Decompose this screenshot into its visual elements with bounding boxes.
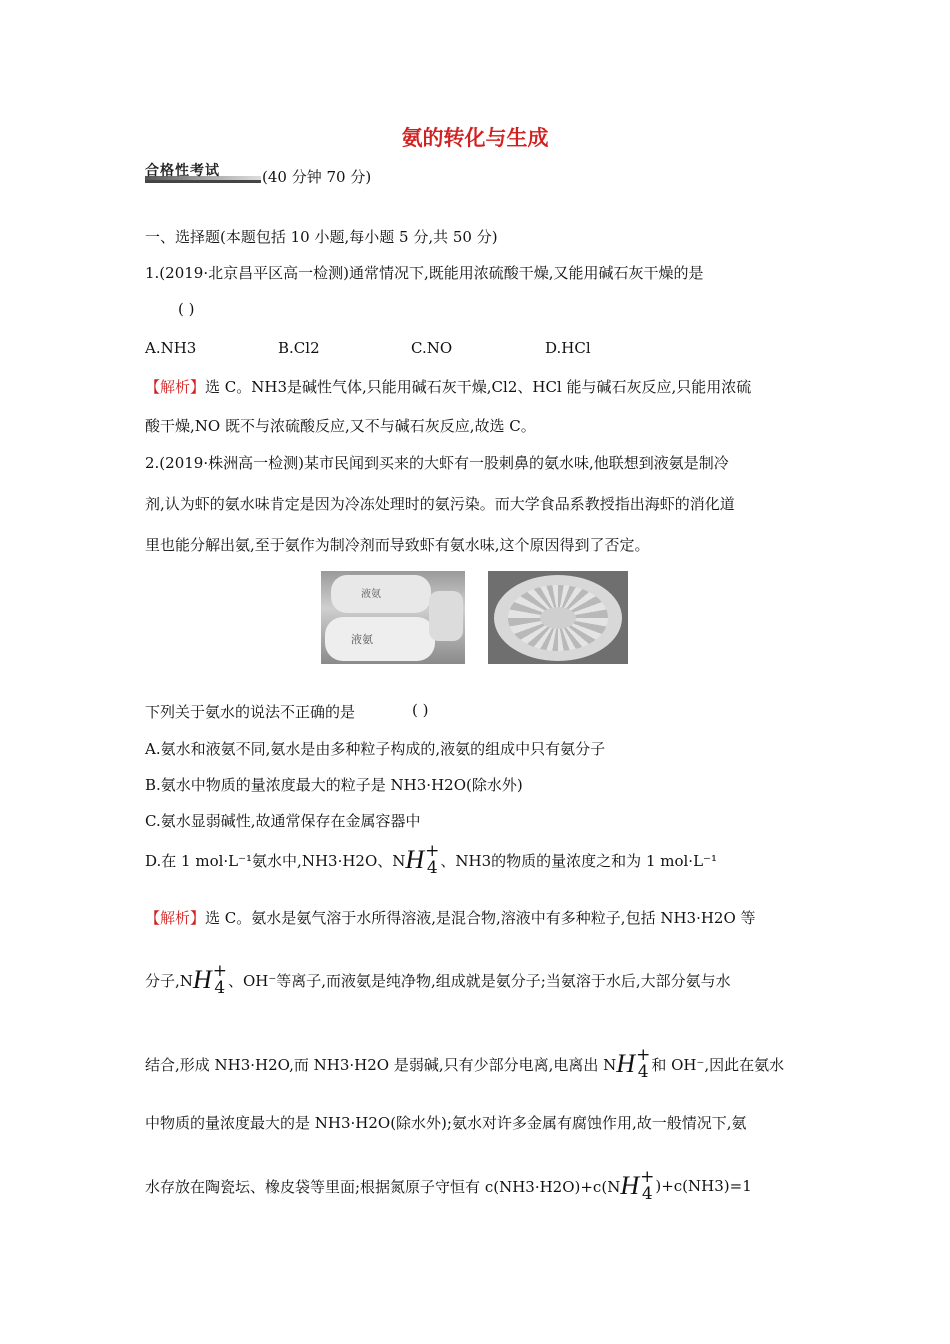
- question-2-analysis-line1: 【解析】选 C。氨水是氨气溶于水所得溶液,是混合物,溶液中有多种粒子,包括 NH3·H2O 等: [145, 909, 756, 927]
- time-score: (40 分钟 70 分): [262, 168, 372, 186]
- question-1-stem: 1.(2019·北京昌平区高一检测)通常情况下,既能用浓硫酸干燥,又能用碱石灰干燥的是: [145, 264, 704, 282]
- question-2-option-a: A.氨水和液氨不同,氨水是由多种粒子构成的,液氨的组成中只有氨分子: [145, 740, 606, 758]
- bottle-label-2: 液氨: [351, 633, 373, 646]
- question-2-analysis-line3: 结合,形成 NH3·H2O,而 NH3·H2O 是弱碱,只有少部分电离,电离出 N H + 4 和 OH⁻,因此在氨水: [145, 1045, 785, 1082]
- question-1-paren: ( ): [178, 300, 195, 318]
- ammonium-charge: + 4: [636, 1045, 651, 1082]
- ammonia-bottles-photo: [321, 571, 465, 664]
- shrimp-plate-photo: [488, 571, 628, 664]
- question-2-prompt: 下列关于氨水的说法不正确的是: [145, 703, 356, 721]
- analysis-tag: 【解析】: [145, 909, 206, 927]
- question-2-paren: ( ): [412, 701, 429, 719]
- question-2-analysis-line4: 中物质的量浓度最大的是 NH3·H2O(除水外);氨水对许多金属有腐蚀作用,故一般情况下,氨: [145, 1114, 747, 1132]
- ammonium-h: H: [405, 845, 425, 874]
- question-1-option-b: B.Cl2: [278, 339, 320, 357]
- question-2-option-b: B.氨水中物质的量浓度最大的粒子是 NH3·H2O(除水外): [145, 776, 523, 794]
- question-2-option-c: C.氨水显弱碱性,故通常保存在金属容器中: [145, 812, 421, 830]
- question-2-stem-line3: 里也能分解出氨,至于氨作为制冷剂而导致虾有氨水味,这个原因得到了否定。: [145, 536, 650, 554]
- analysis-tag: 【解析】: [145, 378, 206, 396]
- section-heading: 一、选择题(本题包括 10 小题,每小题 5 分,共 50 分): [145, 228, 498, 246]
- question-2-option-d: D.在 1 mol·L⁻¹氨水中,NH3·H2O、N H + 4 、NH3的物质的量浓度之和为 1 mol·L⁻¹: [145, 841, 717, 878]
- question-2-stem-line1: 2.(2019·株洲高一检测)某市民闻到买来的大虾有一股刺鼻的氨水味,他联想到液氨是制冷: [145, 454, 729, 472]
- question-1-option-a: A.NH3: [145, 339, 197, 357]
- page-title: 氨的转化与生成: [401, 126, 549, 150]
- question-1-analysis-line2: 酸干燥,NO 既不与浓硫酸反应,又不与碱石灰反应,故选 C。: [145, 417, 536, 435]
- question-2-analysis-line5: 水存放在陶瓷坛、橡皮袋等里面;根据氮原子守恒有 c(NH3·H2O)+c(N H + 4 )+c(NH3)=1: [145, 1167, 752, 1204]
- section-badge: 合格性考试: [145, 162, 261, 183]
- question-1-option-d: D.HCl: [545, 339, 591, 357]
- ammonium-charge: + 4: [212, 961, 227, 998]
- bottle-label: 液氨: [361, 589, 381, 600]
- question-1-option-c: C.NO: [411, 339, 453, 357]
- question-2-stem-line2: 剂,认为虾的氨水味肯定是因为冷冻处理时的氨污染。而大学食品系教授指出海虾的消化道: [145, 495, 735, 513]
- question-1-analysis-line1: 【解析】选 C。NH3是碱性气体,只能用碱石灰干燥,Cl2、HCl 能与碱石灰反应,只能用浓硫: [145, 378, 752, 396]
- ammonium-charge: + 4: [425, 841, 440, 878]
- ammonium-charge: + 4: [640, 1167, 655, 1204]
- question-2-analysis-line2: 分子,N H + 4 、OH⁻等离子,而液氨是纯净物,组成就是氨分子;当氨溶于水后,大部分氨与水: [145, 961, 731, 998]
